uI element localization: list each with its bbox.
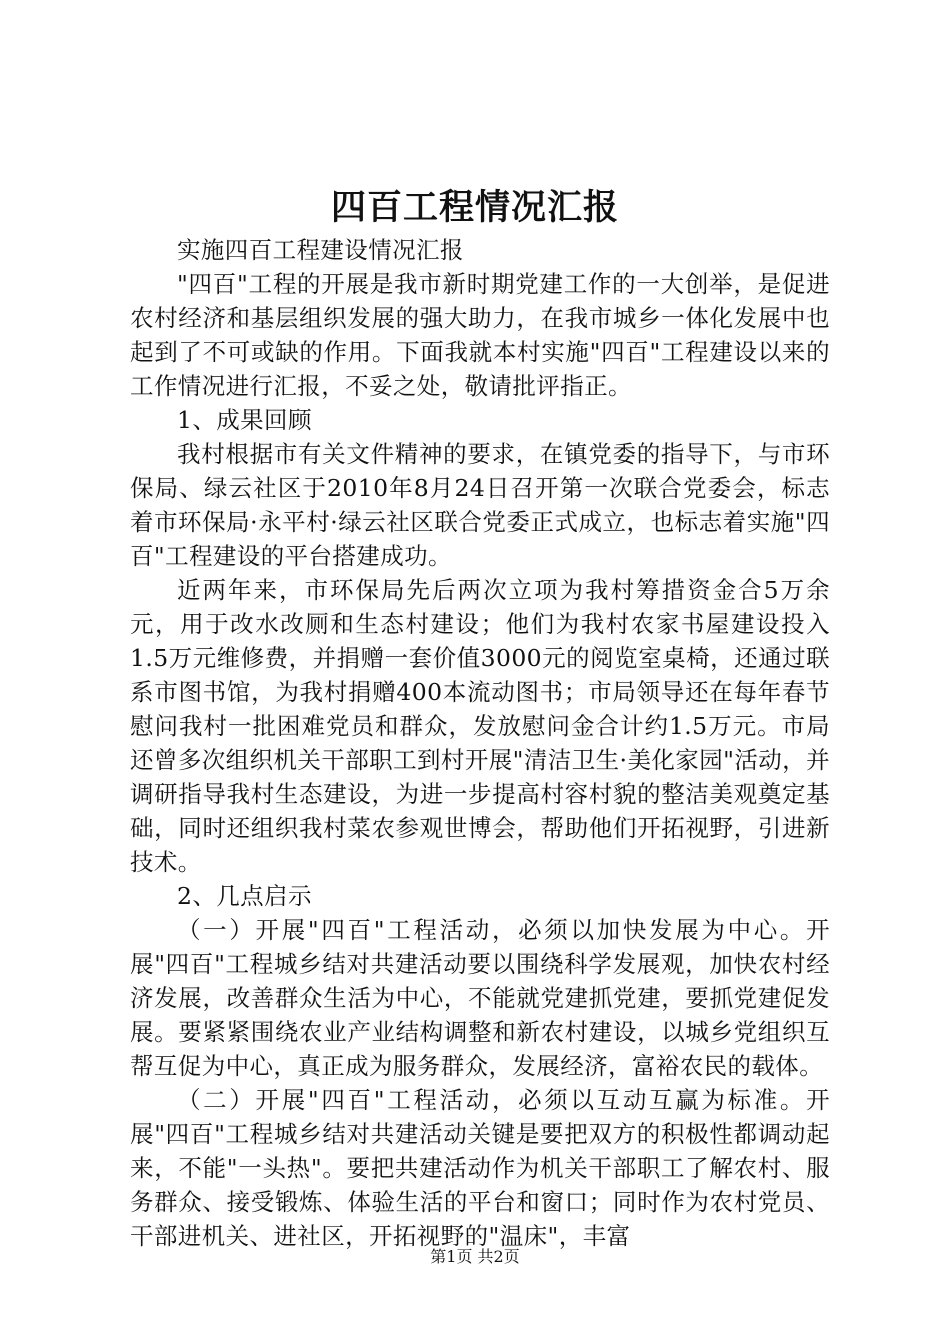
- page-number-footer: 第1页 共2页: [430, 1247, 520, 1266]
- subtitle-paragraph: 实施四百工程建设情况汇报: [177, 236, 464, 264]
- document-title: 四百工程情况汇报: [330, 187, 619, 228]
- section-heading-insights: 2、几点启示: [177, 882, 312, 910]
- insight-paragraph-2: （二）开展"四百"工程活动，必须以互动互赢为标准。开展"四百"工程城乡结对共建活动关键是要把双方的积极性都调动起来，不能"一头热"。要把共建活动作为机关干部职工了解农村、服务群众、接受锻炼、体验生活的平台和窗口；同时作为农村党员、干部进机关、进社区，开拓视野的"温床"，丰富: [130, 1086, 830, 1250]
- achievements-paragraph-1: 我村根据市有关文件精神的要求，在镇党委的指导下，与市环保局、绿云社区于2010年8月24日召开第一次联合党委会，标志着市环保局·永平村·绿云社区联合党委正式成立，也标志着实施"四百"工程建设的平台搭建成功。: [130, 440, 830, 570]
- section-heading-achievements: 1、成果回顾: [177, 406, 312, 434]
- intro-paragraph: "四百"工程的开展是我市新时期党建工作的一大创举，是促进农村经济和基层组织发展的强大助力，在我市城乡一体化发展中也起到了不可或缺的作用。下面我就本村实施"四百"工程建设以来的工作情况进行汇报，不妥之处，敬请批评指正。: [130, 270, 830, 400]
- achievements-paragraph-2: 近两年来，市环保局先后两次立项为我村筹措资金合5万余元，用于改水改厕和生态村建设；他们为我村农家书屋建设投入1.5万元维修费，并捐赠一套价值3000元的阅览室桌椅，还通过联系市图书馆，为我村捐赠400本流动图书；市局领导还在每年春节慰问我村一批困难党员和群众，发放慰问金合计约1.5万元。市局还曾多次组织机关干部职工到村开展"清洁卫生·美化家园"活动，并调研指导我村生态建设，为进一步提高村容村貌的整洁美观奠定基础，同时还组织我村菜农参观世博会，帮助他们开拓视野，引进新技术。: [130, 576, 830, 876]
- document-body: [130, 233, 830, 1253]
- insight-paragraph-1: （一）开展"四百"工程活动，必须以加快发展为中心。开展"四百"工程城乡结对共建活动要以围绕科学发展观，加快农村经济发展，改善群众生活为中心，不能就党建抓党建，要抓党建促发展。要紧紧围绕农业产业结构调整和新农村建设，以城乡党组织互帮互促为中心，真正成为服务群众，发展经济，富裕农民的载体。: [130, 916, 830, 1080]
